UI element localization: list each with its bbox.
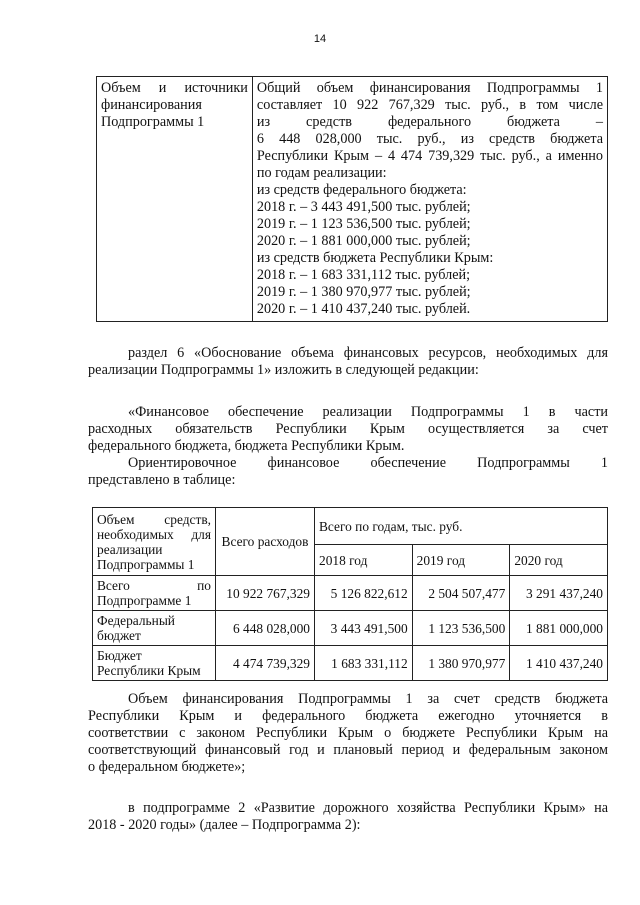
paragraph-line: расходных обязательств Республики Крым осуществляется за счет [88, 421, 608, 437]
passport-text-line: 2018 г. – 1 683 331,112 тыс. рублей; [256, 267, 471, 283]
passport-text-line: из средств федерального бюджета: [256, 182, 467, 198]
passport-text-line: 2018 г. – 3 443 491,500 тыс. рублей; [256, 199, 471, 215]
paragraph-line [88, 404, 608, 421]
row-label-line: Всего по [97, 578, 211, 593]
paragraph-line: федерального бюджета, бюджета Республики Крым. [88, 438, 405, 454]
row-label-line: Федеральный [97, 613, 175, 628]
passport-text-cell [252, 77, 607, 322]
subprogram2-paragraph [88, 800, 608, 834]
row-total-cell: 6 448 028,000 [216, 611, 315, 646]
paragraph-line: Республики Крым и федерального бюджета ежегодно уточняется в [88, 708, 608, 724]
row-label-cell [93, 611, 216, 646]
header-year-cell: 2020 год [510, 545, 608, 576]
section6-paragraph [88, 345, 608, 379]
paragraph-line: соответствии с законом Республики Крым о бюджете Республики Крым на [88, 725, 608, 741]
annual-refinement-paragraph [88, 691, 608, 776]
table-row [93, 576, 608, 611]
table-header-row [93, 508, 608, 545]
row-value-cell: 1 380 970,977 [412, 646, 510, 681]
row-total-cell: 4 474 739,329 [216, 646, 315, 681]
passport-text-line: 6 448 028,000 тыс. руб., из средств бюджета [256, 131, 603, 147]
header-label-line: Объем средств, [97, 511, 211, 527]
paragraph-text: Ориентировочное финансовое обеспечение Подпрограммы 1 [128, 455, 608, 471]
table-row [93, 646, 608, 681]
passport-text-line: Общий объем финансирования Подпрограммы 1 [256, 80, 603, 96]
header-total-cell: Всего расходов [216, 508, 315, 576]
passport-label-cell [97, 77, 253, 322]
header-label-line: Подпрограммы 1 [97, 556, 195, 572]
paragraph-text: Объем финансирования Подпрограммы 1 за счет средств бюджета [128, 691, 608, 707]
paragraph-line: представлено в таблице: [88, 472, 236, 488]
paragraph-line: соответствующий финансовый год и плановый период и федеральным законом [88, 742, 608, 758]
table-row [93, 611, 608, 646]
paragraph-line [88, 455, 608, 472]
paragraph-text: «Финансовое обеспечение реализации Подпрограммы 1 в части [128, 404, 608, 420]
passport-label-line: Подпрограммы 1 [101, 114, 205, 130]
passport-row [97, 77, 608, 322]
paragraph-text: в подпрограмме 2 «Развитие дорожного хозяйства Республики Крым» на [128, 800, 608, 816]
row-label-cell [93, 646, 216, 681]
passport-text-line: по годам реализации: [256, 165, 387, 181]
passport-label-line: Объем и источники [101, 80, 248, 96]
row-label-line: Республики Крым [97, 663, 201, 678]
row-label-cell [93, 576, 216, 611]
header-year-cell: 2019 год [412, 545, 510, 576]
row-value-cell: 1 683 331,112 [315, 646, 413, 681]
passport-text-line: 2019 г. – 1 123 536,500 тыс. рублей; [256, 216, 471, 232]
paragraph-line: 2018 - 2020 годы» (далее – Подпрограмма 2): [88, 817, 361, 833]
passport-text-line: из средств федерального бюджета – [256, 114, 603, 130]
row-value-cell: 1 410 437,240 [510, 646, 608, 681]
header-label-line: реализации [97, 541, 163, 557]
row-label-line: Подпрограмме 1 [97, 593, 192, 608]
passport-text-line: из средств бюджета Республики Крым: [256, 250, 494, 266]
row-label-line: бюджет [97, 628, 141, 643]
paragraph-line [88, 345, 608, 362]
financing-table [92, 507, 608, 681]
header-label-cell [93, 508, 216, 576]
row-total-cell: 10 922 767,329 [216, 576, 315, 611]
header-label-line: необходимых для [97, 526, 211, 542]
paragraph-line: о федеральном бюджете»; [88, 759, 246, 775]
passport-text-line: 2020 г. – 1 410 437,240 тыс. рублей. [256, 301, 471, 317]
passport-text-line: 2019 г. – 1 380 970,977 тыс. рублей; [256, 284, 471, 300]
passport-table [96, 76, 608, 322]
row-value-cell: 1 123 536,500 [412, 611, 510, 646]
row-label-line: Бюджет [97, 648, 142, 663]
page-number: 14 [313, 33, 327, 45]
row-value-cell: 2 504 507,477 [412, 576, 510, 611]
passport-text-line: составляет 10 922 767,329 тыс. руб., в том числе [256, 97, 603, 113]
passport-label-line: финансирования [101, 97, 202, 113]
passport-text-line: Республики Крым – 4 474 739,329 тыс. руб., а именно [256, 148, 603, 164]
header-year-cell: 2018 год [315, 545, 413, 576]
paragraph-line [88, 691, 608, 708]
paragraph-line [88, 800, 608, 817]
row-value-cell: 3 443 491,500 [315, 611, 413, 646]
paragraph-text: раздел 6 «Обоснование объема финансовых ресурсов, необходимых для [128, 345, 608, 361]
financing-paragraph [88, 404, 608, 489]
row-value-cell: 3 291 437,240 [510, 576, 608, 611]
row-value-cell: 5 126 822,612 [315, 576, 413, 611]
row-value-cell: 1 881 000,000 [510, 611, 608, 646]
passport-text-line: 2020 г. – 1 881 000,000 тыс. рублей; [256, 233, 471, 249]
header-years-group-cell: Всего по годам, тыс. руб. [315, 508, 608, 545]
paragraph-line: реализации Подпрограммы 1» изложить в следующей редакции: [88, 362, 479, 378]
